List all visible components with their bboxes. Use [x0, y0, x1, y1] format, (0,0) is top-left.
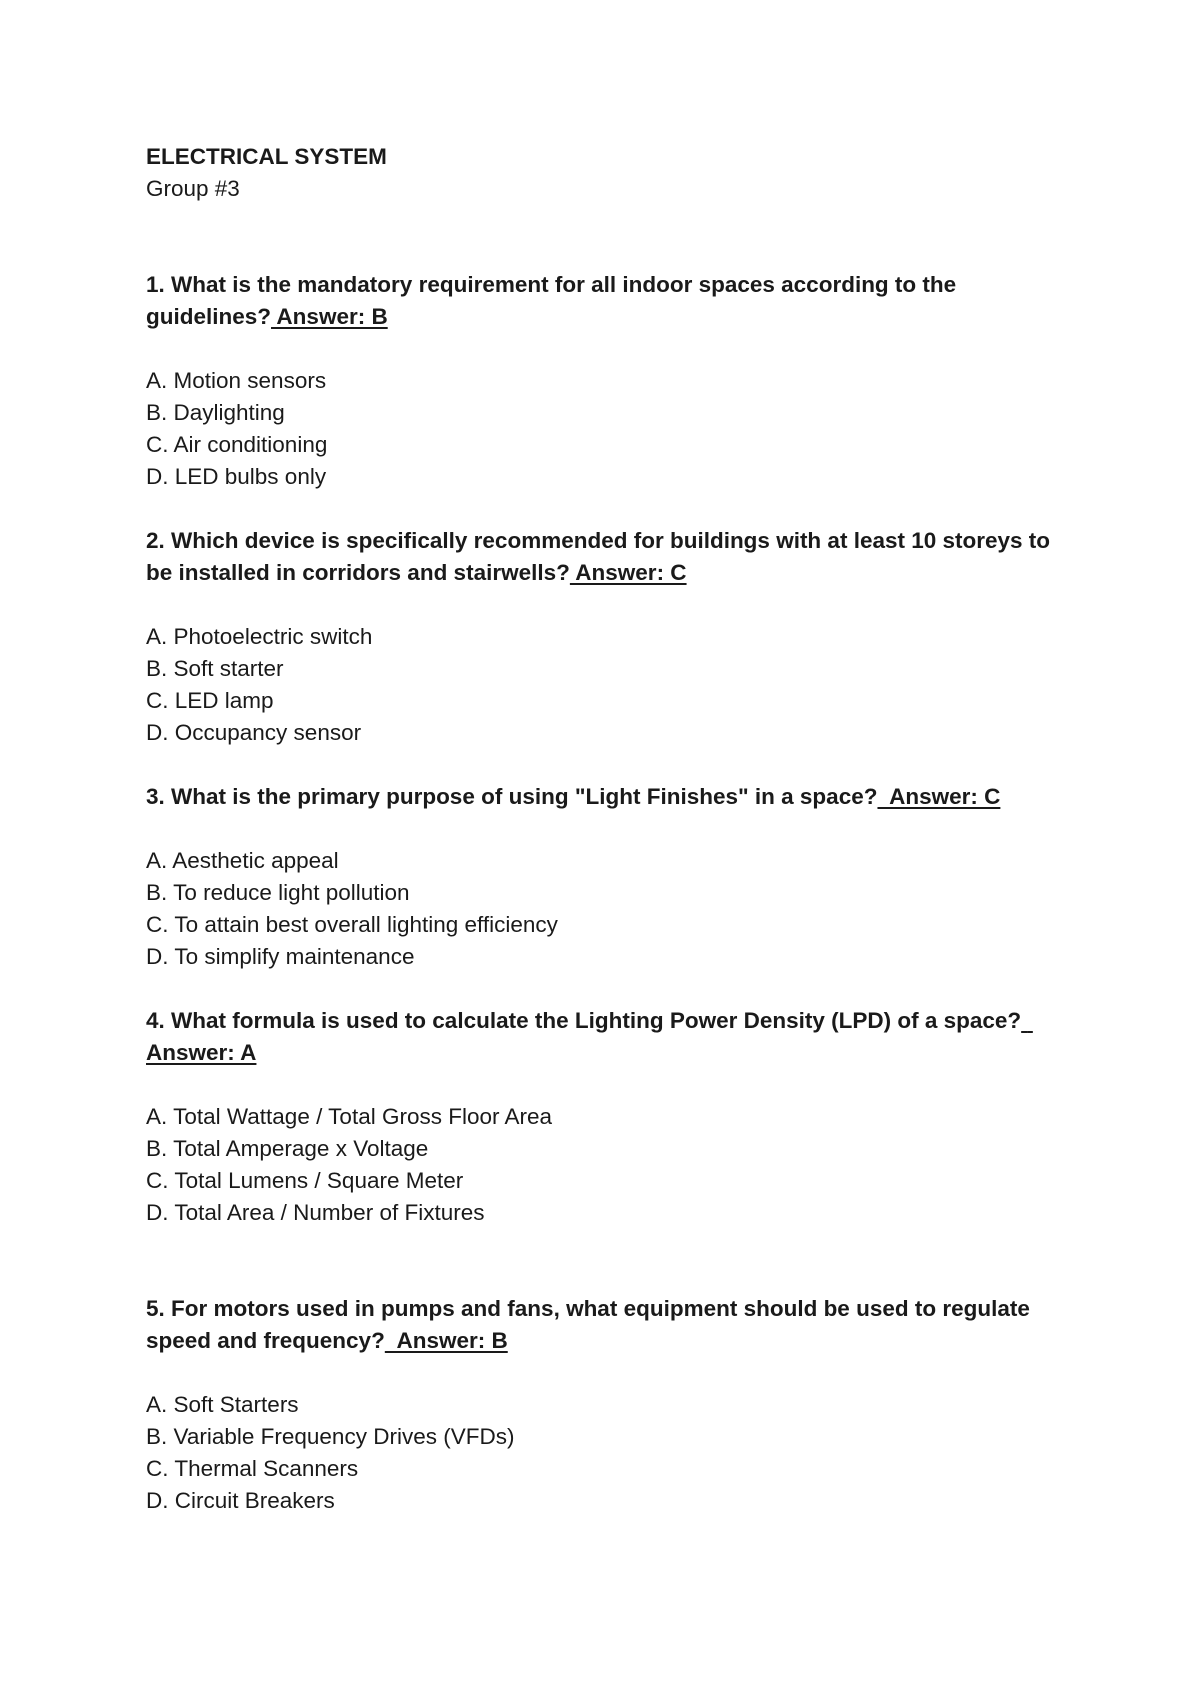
question-text: What formula is used to calculate the Lighting Power Density (LPD) of a space?	[171, 1008, 1022, 1033]
option-c: C. To attain best overall lighting efficiency	[146, 912, 558, 937]
option-b: B. Daylighting	[146, 400, 285, 425]
option-d: D. Occupancy sensor	[146, 720, 362, 745]
option-list	[146, 365, 1066, 493]
question-number: 2.	[146, 528, 165, 553]
option-b: B. To reduce light pollution	[146, 880, 410, 905]
option-c: C. Total Lumens / Square Meter	[146, 1168, 464, 1193]
question-2	[146, 525, 1066, 749]
option-list	[146, 621, 1066, 749]
question-5	[146, 1293, 1066, 1517]
question-number: 4.	[146, 1008, 165, 1033]
answer-key: Answer: C	[877, 784, 1001, 809]
question-1	[146, 269, 1066, 493]
document-body	[146, 141, 1066, 1517]
option-d: D. Total Area / Number of Fixtures	[146, 1200, 485, 1225]
answer-key: Answer: A	[146, 1008, 1033, 1065]
option-d: D. LED bulbs only	[146, 464, 327, 489]
option-c: C. Air conditioning	[146, 432, 328, 457]
question-4	[146, 1005, 1066, 1229]
option-a: A. Aesthetic appeal	[146, 848, 339, 873]
option-list	[146, 1389, 1066, 1517]
answer-key: Answer: C	[569, 560, 687, 585]
option-a: A. Motion sensors	[146, 368, 327, 393]
option-list	[146, 1101, 1066, 1229]
question-number: 1.	[146, 272, 165, 297]
option-a: A. Photoelectric switch	[146, 624, 373, 649]
answer-key: Answer: B	[384, 1328, 508, 1353]
option-a: A. Soft Starters	[146, 1392, 299, 1417]
question-text: What is the primary purpose of using "Light Finishes" in a space?	[171, 784, 878, 809]
option-d: D. To simplify maintenance	[146, 944, 415, 969]
document-title: ELECTRICAL SYSTEM	[146, 144, 387, 169]
option-c: C. Thermal Scanners	[146, 1456, 359, 1481]
option-a: A. Total Wattage / Total Gross Floor Area	[146, 1104, 553, 1129]
group-label: Group #3	[146, 176, 240, 201]
option-b: B. Total Amperage x Voltage	[146, 1136, 429, 1161]
question-text: What is the mandatory requirement for all indoor spaces according to the guidelines?	[146, 272, 957, 329]
question-number: 5.	[146, 1296, 165, 1321]
question-number: 3.	[146, 784, 165, 809]
question-text: Which device is specifically recommended for buildings with at least 10 storeys to be installed in corridors and stairwells?	[146, 528, 1051, 585]
question-text: For motors used in pumps and fans, what equipment should be used to regulate speed and frequency?	[146, 1296, 1030, 1353]
answer-key: Answer: B	[271, 304, 388, 329]
question-3	[146, 781, 1066, 973]
option-b: B. Variable Frequency Drives (VFDs)	[146, 1424, 515, 1449]
option-d: D. Circuit Breakers	[146, 1488, 335, 1513]
option-b: B. Soft starter	[146, 656, 284, 681]
option-c: C. LED lamp	[146, 688, 274, 713]
option-list	[146, 845, 1066, 973]
